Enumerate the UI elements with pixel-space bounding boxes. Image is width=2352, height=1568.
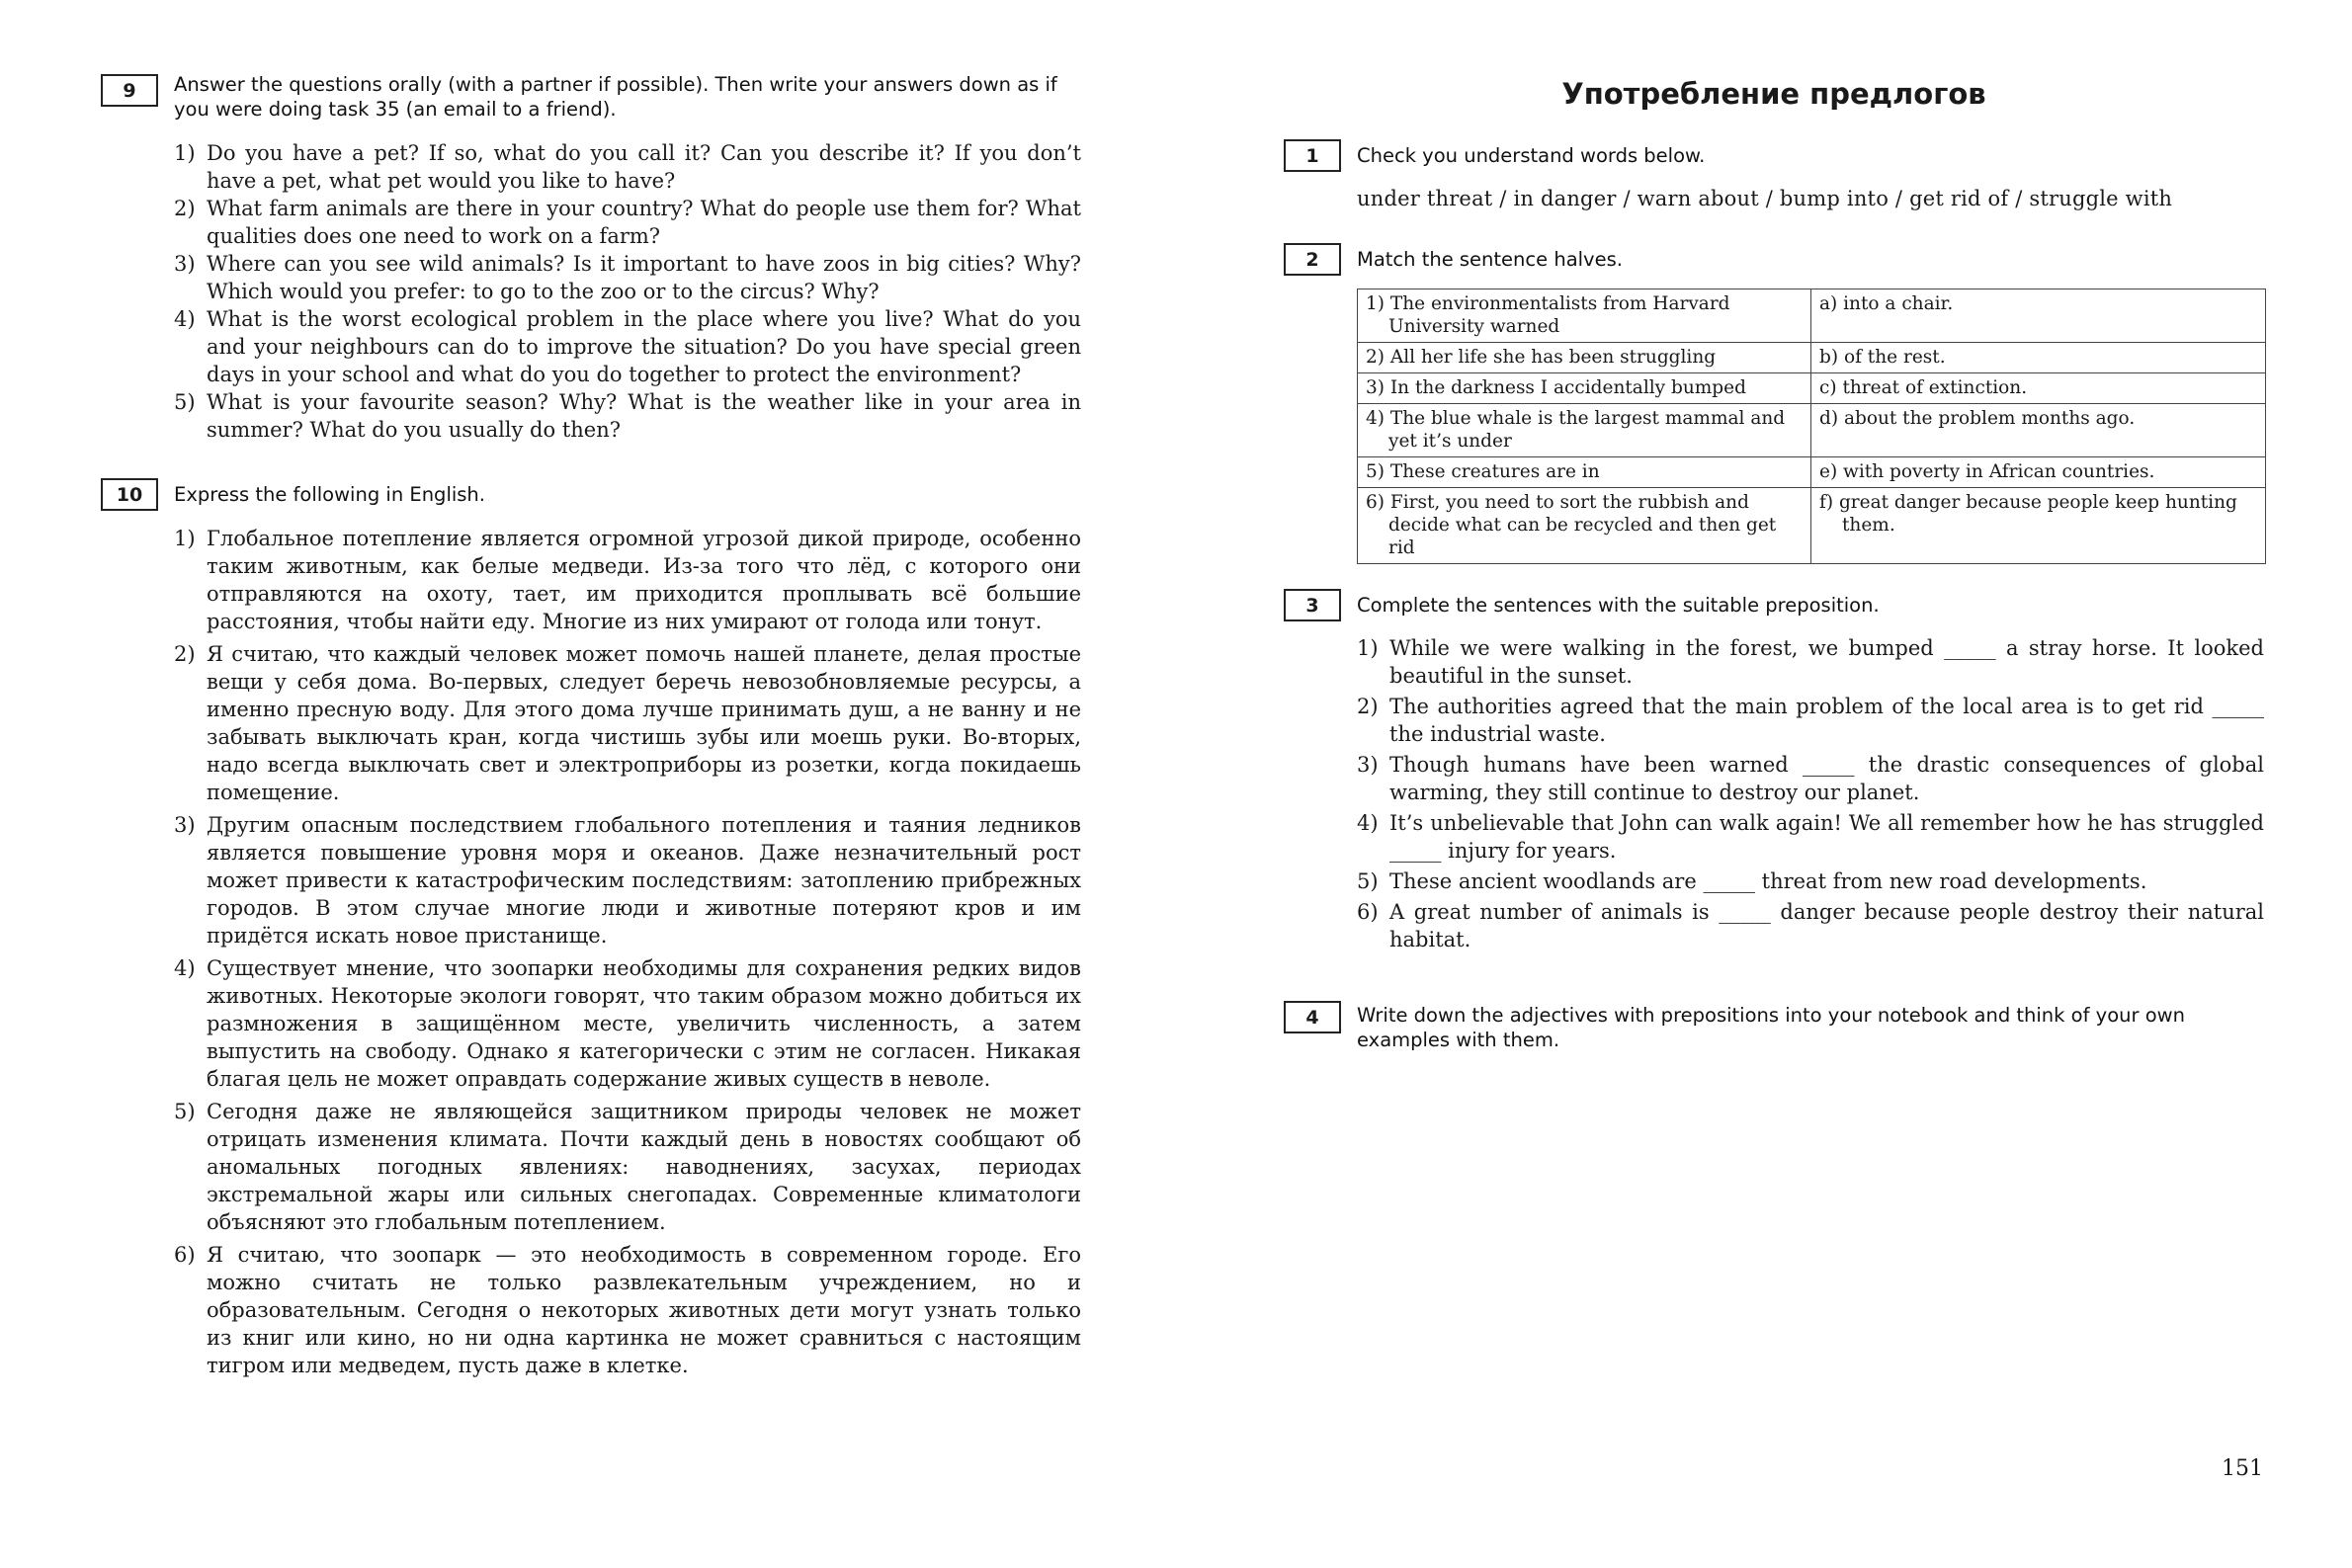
table-row: 2) All her life she has been struggling b) of the rest. xyxy=(1358,343,2266,373)
task-instruction: Match the sentence halves. xyxy=(1357,248,1623,271)
page-number: 151 xyxy=(2222,1456,2263,1481)
table-row: 6) First, you need to sort the rubbish and decide what can be recycled and then get rid f) great danger because people keep hunting them. xyxy=(1358,488,2266,564)
list-item: 6) Я считаю, что зоопарк — это необходимость в современном городе. Его можно считать не только развлекательным учреждением, но и образовательным. Сегодня о некоторых животных дети могут узнать только из книг или кино, но ни одна картинка не может сравниться с настоящим тигром или медведем, пусть даже в клетке. xyxy=(174,1243,1081,1377)
translation-list xyxy=(174,525,1081,1379)
task-number-badge: 1 xyxy=(1284,139,1341,172)
task-instruction: Express the following in English. xyxy=(174,483,485,506)
list-item: 4) It’s unbelievable that John can walk again! We all remember how he has struggled _____ injury for years. xyxy=(1357,811,2264,863)
task-number-badge: 4 xyxy=(1284,1001,1341,1033)
task-4 xyxy=(1284,1003,2264,1052)
list-item: 5) Сегодня даже не являющейся защитником природы человек не может отрицать изменения климата. Почти каждый день в новостях сообщают об аномальных погодных явлениях: наводнениях, засухах, периодах экстремальной жары или сильных снегопадах. Современные климатологи объясняют это глобальным потеплением. xyxy=(174,1100,1081,1234)
section-title: Употребление предлогов xyxy=(1561,77,1986,111)
task-9 xyxy=(101,72,1081,444)
table-row: 1) The environmentalists from Harvard University warned a) into a chair. xyxy=(1358,289,2266,343)
list-item: 5) What is your favourite season? Why? What is the weather like in your area in summer? What do you usually do then? xyxy=(174,390,1081,442)
task-instruction: Check you understand words below. xyxy=(1357,144,1706,167)
list-item: 6) A great number of animals is _____ danger because people destroy their natural habitat. xyxy=(1357,900,2264,951)
task-10 xyxy=(101,482,1081,1384)
task-number-badge: 3 xyxy=(1284,589,1341,621)
question-list xyxy=(174,139,1081,444)
list-item: 1) Do you have a pet? If so, what do you call it? Can you describe it? If you don’t have a pet, what pet would you like to have? xyxy=(174,141,1081,193)
table-row: 4) The blue whale is the largest mammal and yet it’s under d) about the problem months ago. xyxy=(1358,404,2266,457)
word-list: under threat / in danger / warn about / bump into / get rid of / struggle with xyxy=(1357,187,2173,210)
list-item: 4) Существует мнение, что зоопарки необходимы для сохранения редких видов животных. Некоторые экологи говорят, что таким образом можно добиться их размножения в защищённом месте, увеличить численность, а затем выпустить на свободу. Однако я категорически с этим не согласен. Никакая благая цель не может оправдать содержание живых существ в неволе. xyxy=(174,956,1081,1091)
task-number-badge: 9 xyxy=(101,74,158,107)
task-instruction: Answer the questions orally (with a partner if possible). Then write your answers down as if you were doing task 35 (an email to a friend). xyxy=(174,73,1057,121)
list-item: 5) These ancient woodlands are _____ threat from new road developments. xyxy=(1357,869,2147,893)
table-row: 3) In the darkness I accidentally bumped c) threat of extinction. xyxy=(1358,373,2266,404)
task-number-badge: 10 xyxy=(101,478,158,511)
list-item: 1) While we were walking in the forest, we bumped _____ a stray horse. It looked beautiful in the sunset. xyxy=(1357,636,2264,688)
task-1 xyxy=(1284,143,2264,212)
table-row: 5) These creatures are in e) with poverty in African countries. xyxy=(1358,457,2266,488)
task-3 xyxy=(1284,593,2264,956)
list-item: 1) Глобальное потепление является огромной угрозой дикой природе, особенно таким животным, как белые медведи. Из-за того что лёд, с которого они отправляются на охоту, тает, им приходится проплывать всё большие расстояния, чтобы найти еду. Многие из них умирают от голода или тонут. xyxy=(174,527,1081,633)
task-instruction: Complete the sentences with the suitable preposition. xyxy=(1357,594,1880,617)
list-item: 4) What is the worst ecological problem in the place where you live? What do you and your neighbours can do to improve the situation? Do you have special green days in your school and what do you do together to protect the environment? xyxy=(174,307,1081,386)
gap-fill-list xyxy=(1357,634,2264,953)
list-item: 2) The authorities agreed that the main problem of the local area is to get rid _____ the industrial waste. xyxy=(1357,695,2264,746)
task-number-badge: 2 xyxy=(1284,243,1341,276)
list-item: 3) Другим опасным последствием глобального потепления и таяния ледников является повышение уровня моря и океанов. Даже незначительный рост может привести к катастрофическим последствиям: затоплению прибрежных городов. В этом случае многие люди и животные потеряют кров и им придётся искать новое пристанище. xyxy=(174,813,1081,948)
list-item: 3) Though humans have been warned _____ the drastic consequences of global warming, they still continue to destroy our planet. xyxy=(1357,753,2264,804)
task-instruction: Write down the adjectives with prepositions into your notebook and think of your own examples with them. xyxy=(1357,1004,2185,1051)
list-item: 3) Where can you see wild animals? Is it important to have zoos in big cities? Why? Which would you prefer: to go to the zoo or to the circus? Why? xyxy=(174,252,1081,303)
list-item: 2) Я считаю, что каждый человек может помочь нашей планете, делая простые вещи у себя дома. Во-первых, следует беречь невозобновляемые ресурсы, а именно пресную воду. Для этого дома лучше принимать душ, а не ванну и не забывать выключать кран, когда чистишь зубы или моешь руки. Во-вторых, надо всегда выключать свет и электроприборы из розетки, когда покидаешь помещение. xyxy=(174,642,1081,804)
matching-table xyxy=(1357,289,2266,564)
list-item: 2) What farm animals are there in your country? What do people use them for? What qualities does one need to work on a farm? xyxy=(174,197,1081,248)
task-2 xyxy=(1284,247,2264,564)
